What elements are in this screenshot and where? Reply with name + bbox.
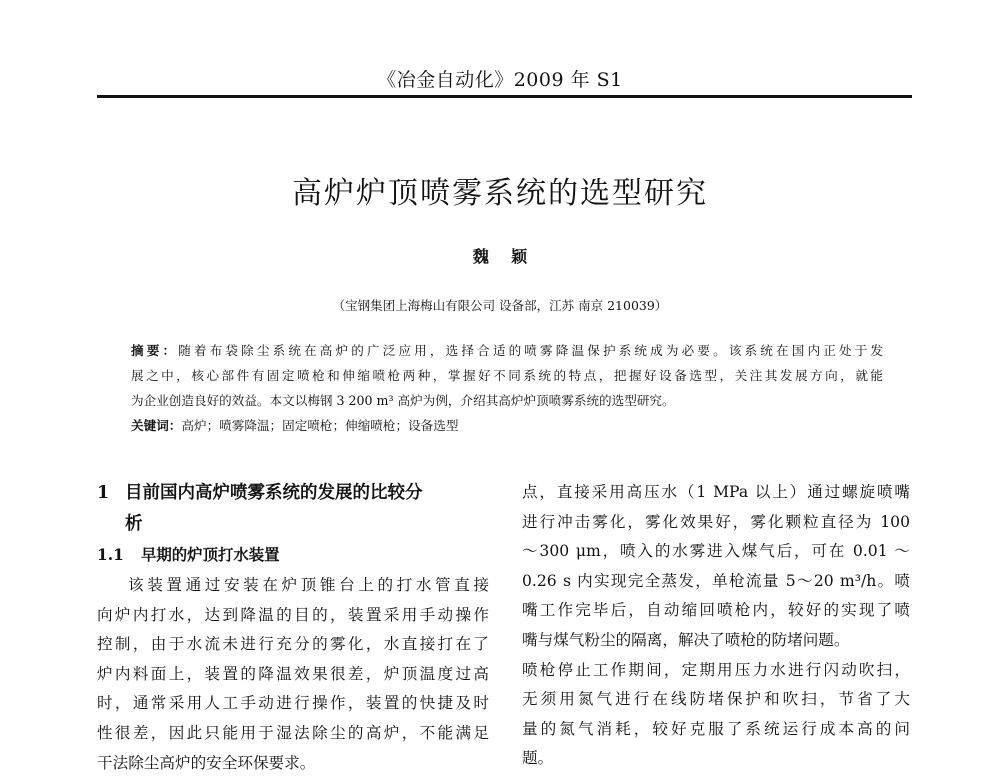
body-text-line: 喷枪停止工作期间，定期用压力水进行闪动吹扫， <box>522 660 910 679</box>
abstract-line <box>131 338 883 363</box>
body-text-line: 0.26 s 内实现完全蒸发，单枪流量 5～20 m³/h。喷 <box>522 571 910 590</box>
abstract-line: 为企业创造良好的效益。本文以梅钢 3 200 m³ 高炉为例，介绍其高炉炉顶喷雾系统的选型研究。 <box>131 393 675 408</box>
author-name: 魏 颖 <box>472 247 528 266</box>
article-title: 高炉炉顶喷雾系统的选型研究 <box>292 176 708 211</box>
keywords-label: 关键词： <box>131 418 182 433</box>
body-text-line: 无须用氮气进行在线防堵保护和吹扫，节省了大 <box>522 690 910 709</box>
body-text-line: 时，通常采用人工手动进行操作，装置的快捷及时 <box>97 694 489 713</box>
author-affiliation: （宝钢集团上海梅山有限公司 设备部，江苏 南京 210039） <box>332 298 668 313</box>
keywords-text: 高炉；喷雾降温；固定喷枪；伸缩喷枪；设备选型 <box>181 418 459 433</box>
running-header: 《冶金自动化》2009 年 S1 <box>377 69 623 91</box>
body-text-line: 性很差，因此只能用于湿法除尘的高炉，不能满足 <box>97 723 489 742</box>
keywords-line <box>131 413 883 438</box>
abstract-text: 随着布袋除尘系统在高炉的广泛应用，选择合适的喷雾降温保护系统成为必要。该系统在国内正处于发 <box>178 343 884 358</box>
body-text-line: 量的氮气消耗，较好克服了系统运行成本高的问 <box>522 719 910 738</box>
body-text-line: 点，直接采用高压水（1 MPa 以上）通过螺旋喷嘴 <box>522 483 910 501</box>
body-text-line: 嘴与煤气粉尘的隔离，解决了喷枪的防堵问题。 <box>522 630 850 649</box>
body-text-line: 向炉内打水，达到降温的目的，装置采用手动操作 <box>97 605 489 624</box>
right-column <box>522 478 910 774</box>
abstract-label: 摘要： <box>131 343 179 358</box>
subsection-1-1-heading <box>97 540 489 571</box>
header-rule <box>97 95 912 98</box>
section-1-heading-continued: 析 <box>125 514 143 534</box>
body-text-line: 进行冲击雾化，雾化效果好，雾化颗粒直径为 100 <box>522 512 910 531</box>
body-text-line: ～300 μm，喷入的水雾进入煤气后，可在 0.01 ～ <box>522 542 910 561</box>
abstract-block <box>131 338 883 438</box>
section-1-heading <box>97 478 489 509</box>
abstract-line: 展之中，核心部件有固定喷枪和伸缩喷枪两种，掌握好不同系统的特点，把握好设备选型，关注其发展方向，就能 <box>131 368 883 383</box>
body-text-line: 嘴工作完毕后，自动缩回喷枪内，较好的实现了喷 <box>522 601 910 620</box>
body-text-line: 该装置通过安装在炉顶锥台上的打水管直接 <box>128 576 489 594</box>
body-text-line: 题。 <box>522 749 554 768</box>
body-text-line: 炉内料面上，装置的降温效果很差，炉顶温度过高 <box>97 664 489 683</box>
subsection-number: 1.1 <box>97 546 124 564</box>
section-title: 目前国内高炉喷雾系统的发展的比较分 <box>125 483 423 503</box>
section-number: 1 <box>97 483 110 503</box>
subsection-title: 早期的炉顶打水装置 <box>141 546 280 564</box>
body-text-line: 控制，由于水流未进行充分的雾化，水直接打在了 <box>97 635 489 654</box>
left-column <box>97 478 489 778</box>
body-text-line: 干法除尘高炉的安全环保要求。 <box>97 753 316 772</box>
